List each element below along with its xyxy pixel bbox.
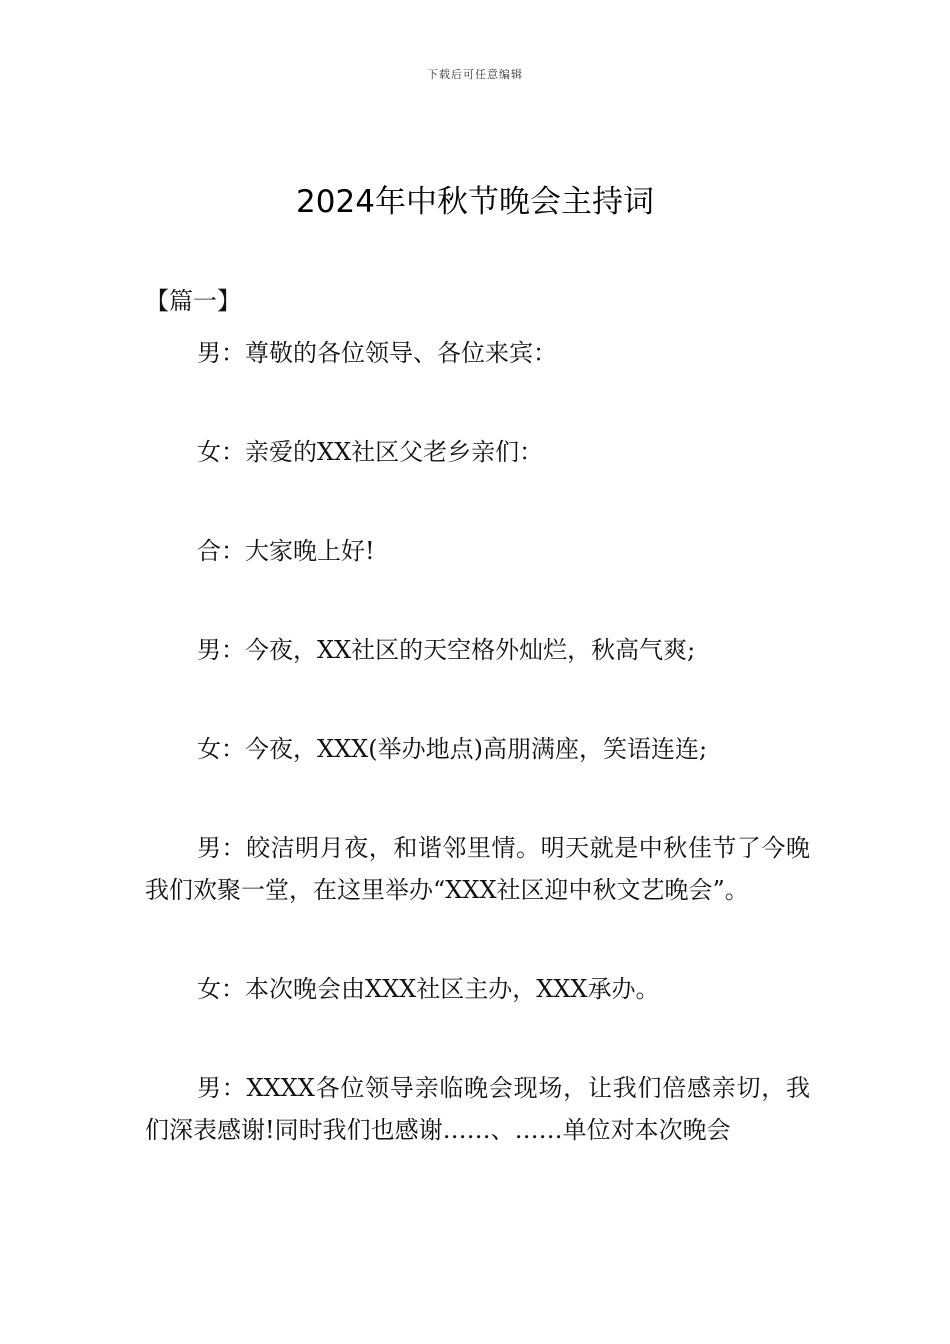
paragraph: 女：今夜，XXX(举办地点)高朋满座，笑语连连;	[197, 735, 708, 763]
paragraph: 男：尊敬的各位领导、各位来宾：	[197, 339, 557, 367]
paragraph: 男：今夜，XX社区的天空格外灿烂，秋高气爽;	[197, 636, 696, 664]
paragraph: 合：大家晚上好!	[197, 537, 375, 565]
paragraph: 男：XXXX各位领导亲临晚会现场，让我们倍感亲切，我们深表感谢!同时我们也感谢……、……单位对本次晚会	[145, 1074, 810, 1144]
paragraph: 男：皎洁明月夜，和谐邻里情。明天就是中秋佳节了今晚我们欢聚一堂，在这里举办“XXX社区迎中秋文艺晚会”。	[145, 834, 810, 904]
header-note: 下载后可任意编辑	[427, 68, 523, 81]
paragraph: 女：本次晚会由XXX社区主办，XXX承办。	[197, 975, 660, 1003]
document-body	[145, 280, 810, 1151]
document-title: 2024年中秋节晚会主持词	[296, 184, 654, 220]
paragraph: 女：亲爱的XX社区父老乡亲们：	[197, 438, 544, 466]
section-label: 【篇一】	[145, 287, 241, 315]
